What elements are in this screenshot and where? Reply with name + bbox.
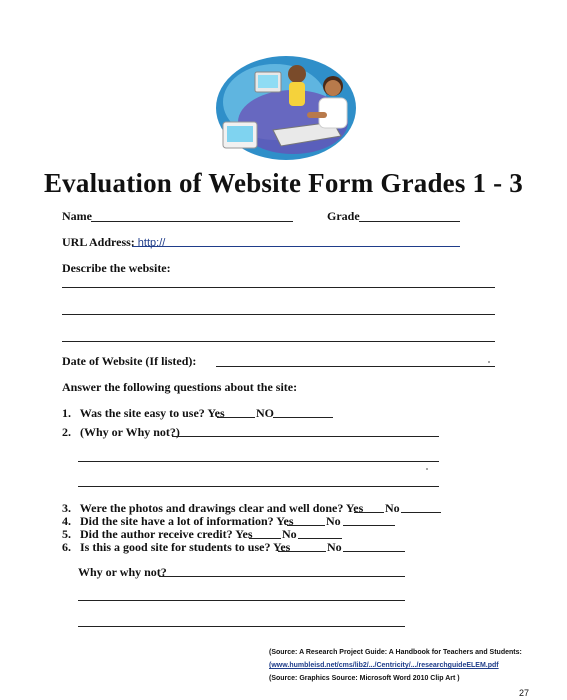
q6-no-label: No (327, 540, 342, 554)
q2-answer-line-1[interactable] (172, 436, 439, 437)
q5-no-label: No (282, 527, 297, 541)
answer-instructions: Answer the following questions about the site: (62, 380, 298, 394)
describe-line-3[interactable] (62, 341, 495, 342)
q5-no-field[interactable] (298, 538, 342, 539)
question-text: (Why or Why not?) (80, 425, 180, 439)
grade-label: Grade (327, 209, 360, 223)
question-number: 6. (62, 540, 71, 554)
question-number: 3. (62, 501, 71, 515)
why-label: Why or why not? (78, 565, 167, 579)
q2-answer-line-2[interactable] (78, 461, 439, 462)
question-text: Were the photos and drawings clear and well done? Yes (79, 501, 364, 515)
url-value: http:// (137, 237, 166, 249)
q5-yes-field[interactable] (249, 538, 281, 539)
q1-no-label: NO (256, 406, 274, 420)
question-text: Is this a good site for students to use? Yes (80, 540, 291, 554)
question-6 (62, 540, 290, 555)
question-2 (62, 425, 180, 440)
question-number: 5. (62, 527, 71, 541)
q3-no-label: No (385, 501, 400, 515)
q3-no-field[interactable] (401, 512, 441, 513)
source-link[interactable]: (www.humbleisd.net/cms/lib2/.../Centricity/.../researchguideELEM.pdf (269, 662, 499, 669)
q3-yes-field[interactable] (354, 512, 384, 513)
why-line-3[interactable] (78, 626, 405, 627)
question-text: Did the site have a lot of information? Yes (80, 514, 294, 528)
describe-line-1[interactable] (62, 287, 495, 288)
name-field[interactable] (91, 221, 293, 222)
children-computer-clipart-icon (215, 52, 357, 162)
scan-mark (488, 361, 490, 363)
url-field[interactable] (132, 246, 460, 247)
q4-no-field[interactable] (343, 525, 395, 526)
source-citation: (Source: A Research Project Guide: A Handbook for Teachers and Students: (269, 649, 522, 656)
question-1 (62, 406, 225, 421)
question-number: 1. (62, 406, 71, 420)
scan-mark (426, 468, 428, 470)
page-title: Evaluation of Website Form Grades 1 - 3 (43, 168, 524, 198)
why-line-2[interactable] (78, 600, 405, 601)
why-line-1[interactable] (159, 576, 405, 577)
q1-no-field[interactable] (273, 417, 333, 418)
q6-yes-field[interactable] (278, 551, 326, 552)
describe-line-2[interactable] (62, 314, 495, 315)
graphics-source: (Source: Graphics Source: Microsoft Word 2010 Clip Art ) (269, 675, 460, 682)
question-number: 2. (62, 425, 71, 439)
q6-no-field[interactable] (343, 551, 405, 552)
date-label: Date of Website (If listed): (62, 354, 197, 368)
question-number: 4. (62, 514, 71, 528)
q4-no-label: No (326, 514, 341, 528)
url-label-text: URL Address: (62, 235, 135, 249)
page-number: 27 (518, 688, 529, 698)
date-field[interactable] (216, 366, 495, 367)
describe-label: Describe the website: (62, 261, 171, 275)
name-label: Name (62, 209, 92, 223)
q4-yes-field[interactable] (287, 525, 325, 526)
q1-yes-field[interactable] (217, 417, 255, 418)
grade-field[interactable] (359, 221, 460, 222)
question-text: Was the site easy to use? Yes (79, 406, 225, 420)
url-label (62, 235, 165, 250)
question-text: Did the author receive credit? Yes (80, 527, 253, 541)
q2-answer-line-3[interactable] (78, 486, 439, 487)
